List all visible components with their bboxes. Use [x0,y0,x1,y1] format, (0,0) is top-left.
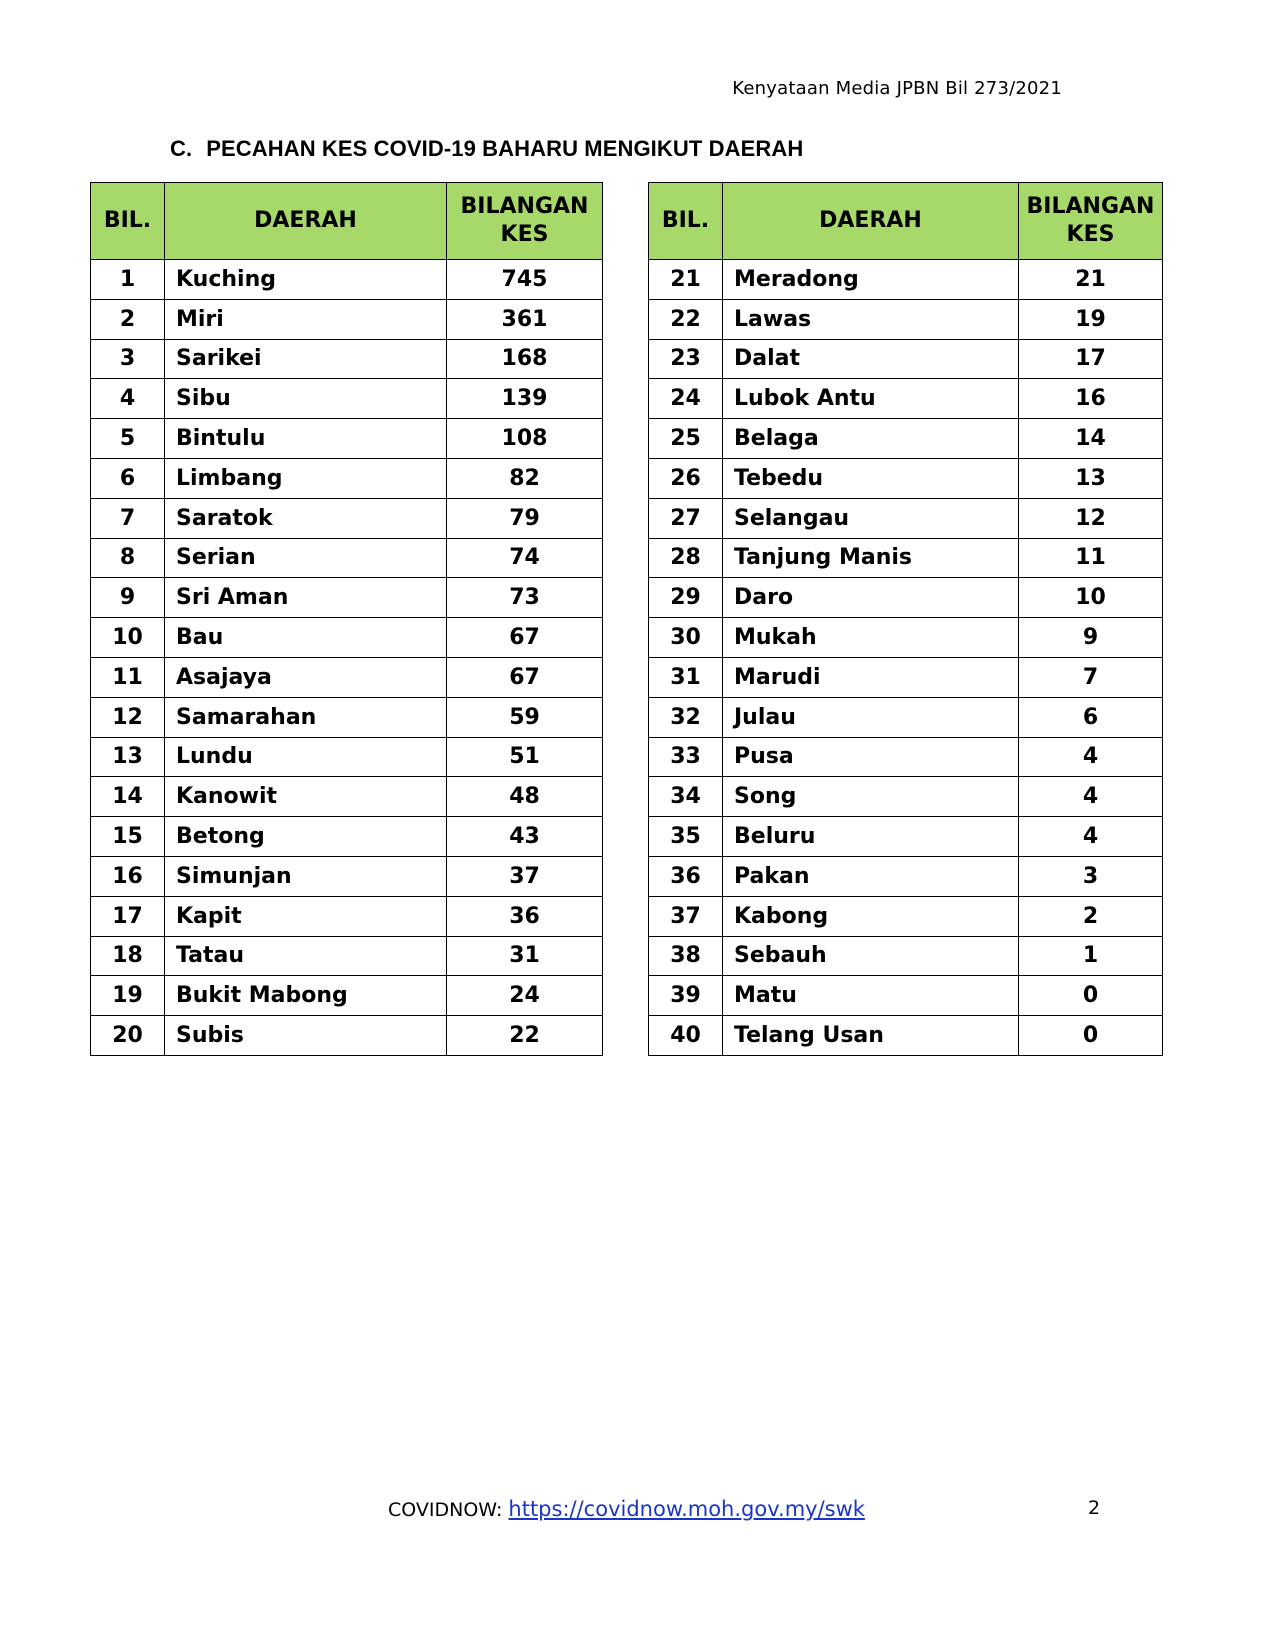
case-count: 10 [1019,578,1163,618]
case-count: 13 [1019,458,1163,498]
case-count: 36 [447,896,603,936]
header-kes-line2: KES [1066,222,1115,247]
case-count: 22 [447,1016,603,1056]
row-number: 22 [649,299,723,339]
case-count: 67 [447,657,603,697]
case-count: 139 [447,379,603,419]
table-row [649,339,1163,379]
table-row [649,578,1163,618]
district-name: Sibu [165,379,447,419]
row-number: 31 [649,657,723,697]
district-name: Pakan [723,856,1019,896]
case-count: 4 [1019,777,1163,817]
district-name: Marudi [723,657,1019,697]
row-number: 29 [649,578,723,618]
case-count: 51 [447,737,603,777]
district-name: Selangau [723,498,1019,538]
case-count: 6 [1019,697,1163,737]
table-row [91,896,603,936]
district-name: Saratok [165,498,447,538]
header-bilangan-kes [1019,183,1163,260]
district-name: Telang Usan [723,1016,1019,1056]
table-row [91,260,603,300]
row-number: 1 [91,260,165,300]
case-count: 19 [1019,299,1163,339]
district-name: Tatau [165,936,447,976]
row-number: 7 [91,498,165,538]
district-name: Bukit Mabong [165,976,447,1016]
row-number: 14 [91,777,165,817]
table-row [649,1016,1163,1056]
row-number: 19 [91,976,165,1016]
district-name: Beluru [723,817,1019,857]
district-name: Daro [723,578,1019,618]
row-number: 27 [649,498,723,538]
section-letter: C. [170,136,193,161]
covidnow-link[interactable]: https://covidnow.moh.gov.my/swk [508,1497,865,1521]
row-number: 40 [649,1016,723,1056]
table-row [91,498,603,538]
row-number: 6 [91,458,165,498]
district-name: Lawas [723,299,1019,339]
row-number: 2 [91,299,165,339]
table-row [91,458,603,498]
row-number: 26 [649,458,723,498]
row-number: 23 [649,339,723,379]
table-row [649,498,1163,538]
case-count: 168 [447,339,603,379]
table-row [91,339,603,379]
table-row [649,538,1163,578]
district-name: Tanjung Manis [723,538,1019,578]
district-name: Limbang [165,458,447,498]
table-header-row [649,183,1163,260]
row-number: 17 [91,896,165,936]
row-number: 18 [91,936,165,976]
table-row [91,737,603,777]
header-bil: BIL. [91,183,165,260]
header-daerah: DAERAH [165,183,447,260]
table-row [91,657,603,697]
case-count: 21 [1019,260,1163,300]
case-count: 9 [1019,618,1163,658]
table-row [91,299,603,339]
district-name: Subis [165,1016,447,1056]
table-row [91,817,603,857]
row-number: 34 [649,777,723,817]
case-count: 67 [447,618,603,658]
header-kes-line2: KES [500,222,549,247]
case-count: 0 [1019,1016,1163,1056]
header-bilangan-kes [447,183,603,260]
case-count: 74 [447,538,603,578]
table-row [91,856,603,896]
row-number: 11 [91,657,165,697]
table-row [649,976,1163,1016]
table-body-left [91,260,603,1056]
table-row [649,697,1163,737]
case-count: 43 [447,817,603,857]
table-row [649,856,1163,896]
row-number: 20 [91,1016,165,1056]
header-daerah: DAERAH [723,183,1019,260]
table-row [91,1016,603,1056]
row-number: 8 [91,538,165,578]
table-row [91,618,603,658]
case-count: 79 [447,498,603,538]
row-number: 24 [649,379,723,419]
district-table-right [648,182,1163,1056]
table-row [91,578,603,618]
case-count: 59 [447,697,603,737]
table-row [649,618,1163,658]
row-number: 35 [649,817,723,857]
district-name: Asajaya [165,657,447,697]
table-row [91,936,603,976]
table-row [91,976,603,1016]
district-name: Lubok Antu [723,379,1019,419]
table-row [649,379,1163,419]
case-count: 3 [1019,856,1163,896]
district-name: Pusa [723,737,1019,777]
table-row [649,419,1163,459]
header-bil: BIL. [649,183,723,260]
table-row [91,697,603,737]
row-number: 4 [91,379,165,419]
district-name: Tebedu [723,458,1019,498]
case-count: 82 [447,458,603,498]
row-number: 30 [649,618,723,658]
row-number: 9 [91,578,165,618]
case-count: 12 [1019,498,1163,538]
row-number: 21 [649,260,723,300]
district-name: Meradong [723,260,1019,300]
district-name: Sarikei [165,339,447,379]
table-row [649,817,1163,857]
case-count: 31 [447,936,603,976]
row-number: 33 [649,737,723,777]
table-row [91,538,603,578]
district-name: Belaga [723,419,1019,459]
case-count: 14 [1019,419,1163,459]
row-number: 39 [649,976,723,1016]
district-name: Mukah [723,618,1019,658]
case-count: 4 [1019,737,1163,777]
row-number: 32 [649,697,723,737]
case-count: 361 [447,299,603,339]
footer [388,1497,865,1521]
table-row [649,777,1163,817]
district-table-left [90,182,603,1056]
table-row [649,737,1163,777]
case-count: 1 [1019,936,1163,976]
case-count: 73 [447,578,603,618]
district-name: Julau [723,697,1019,737]
row-number: 25 [649,419,723,459]
section-title-text: PECAHAN KES COVID-19 BAHARU MENGIKUT DAERAH [206,136,804,161]
row-number: 38 [649,936,723,976]
case-count: 7 [1019,657,1163,697]
table-row [649,260,1163,300]
district-name: Kanowit [165,777,447,817]
section-title [170,136,803,162]
district-name: Sri Aman [165,578,447,618]
table-body-right [649,260,1163,1056]
row-number: 12 [91,697,165,737]
table-header-row [91,183,603,260]
table-row [649,299,1163,339]
row-number: 37 [649,896,723,936]
row-number: 28 [649,538,723,578]
row-number: 5 [91,419,165,459]
table-row [91,777,603,817]
table-row [91,419,603,459]
case-count: 2 [1019,896,1163,936]
case-count: 16 [1019,379,1163,419]
row-number: 3 [91,339,165,379]
table-row [649,896,1163,936]
case-count: 108 [447,419,603,459]
page-number: 2 [1088,1497,1101,1519]
case-count: 4 [1019,817,1163,857]
district-name: Kapit [165,896,447,936]
case-count: 745 [447,260,603,300]
district-name: Song [723,777,1019,817]
row-number: 13 [91,737,165,777]
district-name: Serian [165,538,447,578]
document-reference: Kenyataan Media JPBN Bil 273/2021 [732,78,1062,99]
row-number: 36 [649,856,723,896]
district-name: Kuching [165,260,447,300]
table-row [649,458,1163,498]
row-number: 16 [91,856,165,896]
district-name: Bintulu [165,419,447,459]
header-kes-line1: BILANGAN [460,194,589,219]
case-count: 24 [447,976,603,1016]
district-name: Betong [165,817,447,857]
case-count: 48 [447,777,603,817]
row-number: 10 [91,618,165,658]
district-name: Simunjan [165,856,447,896]
district-name: Samarahan [165,697,447,737]
district-name: Lundu [165,737,447,777]
district-name: Bau [165,618,447,658]
district-name: Matu [723,976,1019,1016]
district-name: Kabong [723,896,1019,936]
case-count: 37 [447,856,603,896]
case-count: 17 [1019,339,1163,379]
row-number: 15 [91,817,165,857]
table-row [649,936,1163,976]
district-name: Dalat [723,339,1019,379]
table-row [649,657,1163,697]
case-count: 11 [1019,538,1163,578]
district-name: Sebauh [723,936,1019,976]
district-name: Miri [165,299,447,339]
header-kes-line1: BILANGAN [1026,194,1155,219]
table-row [91,379,603,419]
footer-label: COVIDNOW: [388,1499,509,1521]
case-count: 0 [1019,976,1163,1016]
